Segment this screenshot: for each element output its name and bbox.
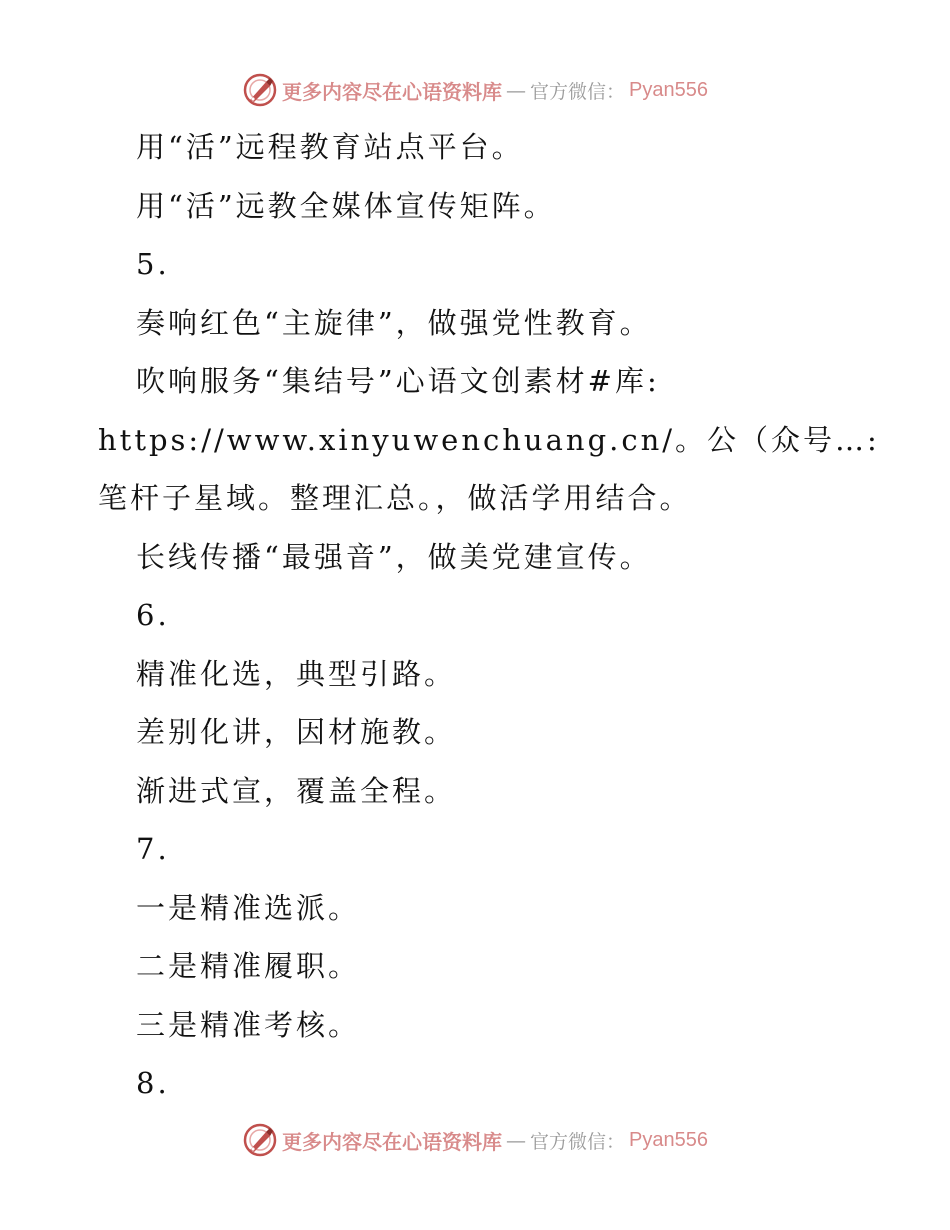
text-line: 吹响服务“集结号”心语文创素材#库: [136, 364, 660, 398]
section-number: 5. [136, 247, 170, 281]
text-line: 差别化讲，因材施教。 [136, 715, 457, 749]
footer-banner-separator: — [506, 1128, 526, 1152]
section-number: 8. [136, 1066, 170, 1100]
text-line: 一是精准选派。 [136, 890, 361, 925]
header-banner-wechat-id: Pyan556 [629, 78, 708, 101]
text-line: 用“活”远教全媒体宣传矩阵。 [136, 188, 556, 223]
text-line: 精准化选，典型引路。 [136, 656, 457, 691]
section-number: 6. [136, 598, 170, 632]
text-line: 长线传播“最强音”，做美党建宣传。 [136, 539, 652, 574]
text-line: 二是精准履职。 [136, 949, 361, 983]
text-line: 奏响红色“主旋律”，做强党性教育。 [136, 305, 652, 340]
header-banner [0, 70, 950, 110]
header-banner-wechat-label: 官方微信： [530, 80, 626, 103]
footer-banner-wechat-label: 官方微信： [530, 1130, 626, 1153]
footer-banner-title: 更多内容尽在心语资料库 [282, 1129, 502, 1154]
document-body [0, 118, 950, 1113]
header-banner-separator: — [506, 78, 526, 102]
footer-banner [0, 1120, 950, 1160]
text-line: 渐进式宣，覆盖全程。 [136, 773, 457, 808]
footer-banner-wechat-id: Pyan556 [629, 1128, 708, 1151]
text-line: https://www.xinyuwenchuang.cn/。公（众号…: [98, 422, 880, 457]
header-banner-title: 更多内容尽在心语资料库 [282, 79, 502, 104]
footer-banner-inner [242, 1122, 708, 1158]
section-number: 7. [136, 832, 170, 866]
pen-logo-icon [242, 1122, 278, 1158]
text-line: 三是精准考核。 [136, 1007, 361, 1042]
header-banner-inner [242, 72, 708, 108]
text-line: 用“活”远程教育站点平台。 [136, 130, 524, 164]
text-line: 笔杆子星域。整理汇总。，做活学用结合。 [98, 481, 692, 515]
pen-logo-icon [242, 72, 278, 108]
